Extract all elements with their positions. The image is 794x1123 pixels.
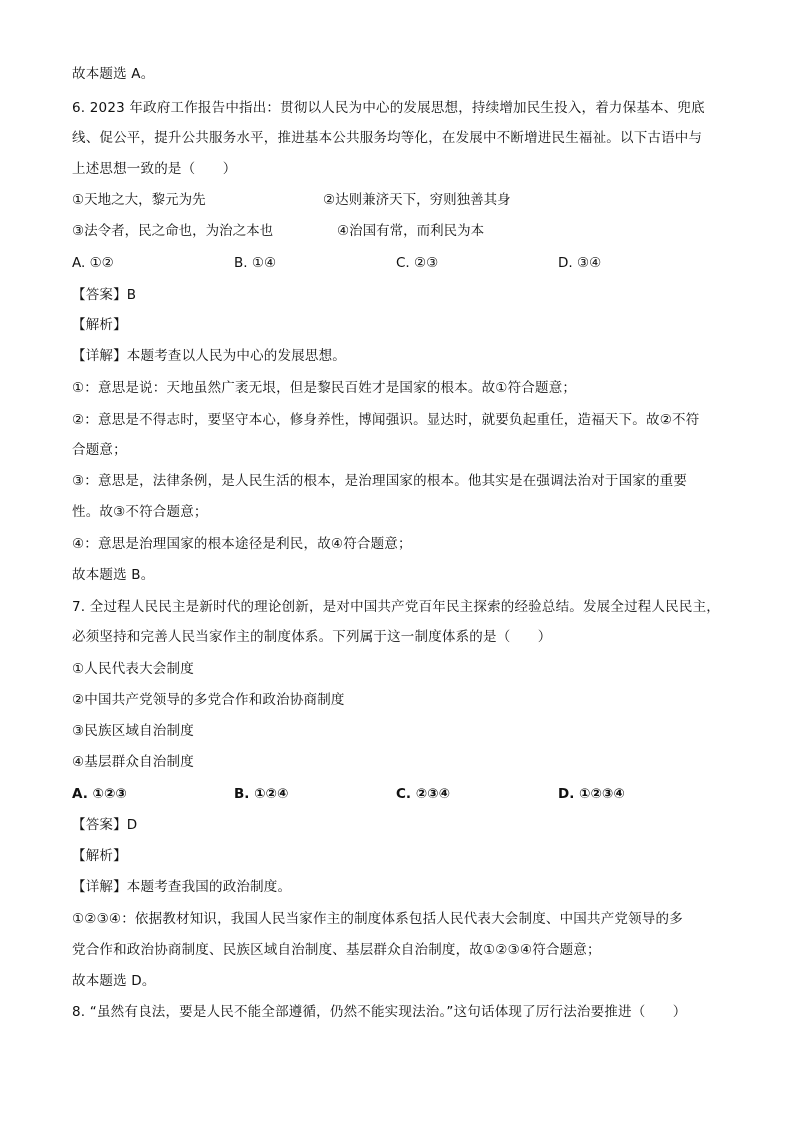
question-6-item-2: ②达则兼济天下，穷则独善其身 bbox=[323, 192, 511, 208]
question-7-explain: ①②③④：依据教材知识，我国人民当家作主的制度体系包括人民代表大会制度、中国共产党领导的多 bbox=[72, 911, 683, 927]
question-6-text: 6. 2023 年政府工作报告中指出：贯彻以人民为中心的发展思想，持续增加民生投入，着力保基本、兜底 bbox=[72, 100, 705, 116]
question-6-option-a: A. ①② bbox=[72, 255, 114, 271]
question-6-detail: 【详解】本题考查以人民为中心的发展思想。 bbox=[72, 348, 346, 364]
question-6-option-d: D. ③④ bbox=[558, 255, 602, 271]
question-6-explain-3: ③：意思是，法律条例，是人民生活的根本，是治理国家的根本。他其实是在强调法治对于国家的重要 bbox=[72, 473, 688, 489]
question-7-detail: 【详解】本题考查我国的政治制度。 bbox=[72, 879, 292, 895]
question-7-explain: 党合作和政治协商制度、民族区域自治制度、基层群众自治制度，故①②③④符合题意； bbox=[72, 942, 601, 958]
question-6-explain-4: ④：意思是治理国家的根本途径是利民，故④符合题意； bbox=[72, 536, 412, 552]
question-6-explain-2: ②：意思是不得志时，要坚守本心，修身养性，博闻强识。显达时，就要负起重任，造福天下。故②不符 bbox=[72, 412, 700, 428]
question-7-item-2: ②中国共产党领导的多党合作和政治协商制度 bbox=[72, 692, 345, 708]
answer-conclusion-q5: 故本题选 A。 bbox=[72, 66, 155, 82]
question-6-item-3: ③法令者，民之命也，为治之本也 bbox=[72, 223, 274, 239]
question-7-option-d: D. ①②③④ bbox=[558, 786, 625, 802]
question-7-option-b: B. ①②④ bbox=[234, 786, 289, 802]
question-6-item-1: ①天地之大，黎元为先 bbox=[72, 192, 206, 208]
question-7-item-3: ③民族区域自治制度 bbox=[72, 723, 194, 739]
question-6-option-b: B. ①④ bbox=[234, 255, 277, 271]
question-6-text: 上述思想一致的是（ ） bbox=[72, 161, 237, 177]
question-7-item-4: ④基层群众自治制度 bbox=[72, 754, 194, 770]
question-6-explain-2: 合题意； bbox=[72, 442, 127, 458]
question-8-text: 8. “虽然有良法，要是人民不能全部遵循，仍然不能实现法治。”这句话体现了厉行法治要推进（ ） bbox=[72, 1004, 687, 1020]
question-6-conclusion: 故本题选 B。 bbox=[72, 567, 155, 583]
question-6-explain-1: ①：意思是说：天地虽然广袤无垠，但是黎民百姓才是国家的根本。故①符合题意； bbox=[72, 380, 577, 396]
question-7-option-c: C. ②③④ bbox=[396, 786, 451, 802]
question-7-text: 必须坚持和完善人民当家作主的制度体系。下列属于这一制度体系的是（ ） bbox=[72, 629, 552, 645]
question-7-conclusion: 故本题选 D。 bbox=[72, 973, 156, 989]
question-6-text: 线、促公平，提升公共服务水平，推进基本公共服务均等化，在发展中不断增进民生福祉。以下古语中与 bbox=[72, 130, 703, 146]
question-7-text: 7. 全过程人民民主是新时代的理论创新，是对中国共产党百年民主探索的经验总结。发展全过程人民民主， bbox=[72, 599, 720, 615]
question-6-explain-3: 性。故③不符合题意； bbox=[72, 504, 208, 520]
question-7-item-1: ①人民代表大会制度 bbox=[72, 661, 194, 677]
question-7-analysis-label: 【解析】 bbox=[72, 848, 127, 864]
question-6-answer: 【答案】B bbox=[72, 287, 137, 303]
question-6-item-4: ④治国有常，而利民为本 bbox=[337, 223, 485, 239]
question-7-option-a: A. ①②③ bbox=[72, 786, 127, 802]
question-7-answer: 【答案】D bbox=[72, 817, 138, 833]
question-6-option-c: C. ②③ bbox=[396, 255, 439, 271]
question-6-analysis-label: 【解析】 bbox=[72, 317, 127, 333]
